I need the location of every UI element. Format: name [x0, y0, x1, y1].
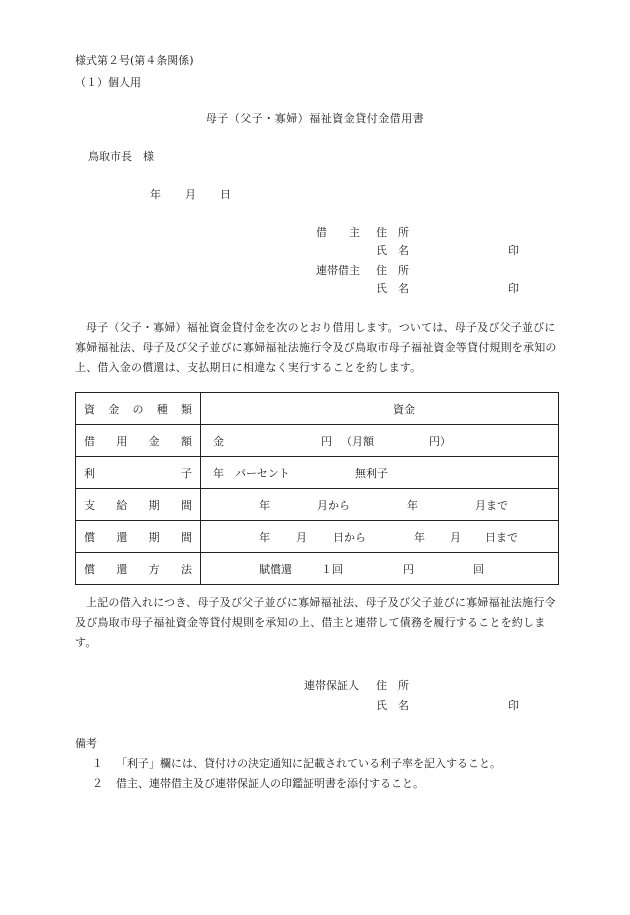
guarantor-label: 連帯保証人	[304, 679, 359, 692]
table-row	[76, 553, 559, 585]
guarantor-name-label: 氏 名	[376, 699, 409, 712]
label-chars: 資 金 の 種 類	[84, 402, 192, 416]
label-chars: 償 還 方 法	[84, 562, 192, 576]
guarantee-text: 上記の借入れにつき、母子及び父子並びに寡婦福祉法、母子及び父子並びに寡婦福祉法施行令及び鳥取市母子福祉資金等貸付規則を承知の上、借主と連帯して債務を履行することを約します。	[75, 596, 556, 649]
table-row	[76, 521, 559, 553]
note-number: ２	[92, 777, 103, 790]
joint-borrower-label: 連帯借主	[316, 264, 360, 277]
joint-borrower-seal: 印	[508, 282, 519, 295]
guarantor-seal: 印	[508, 699, 519, 712]
loan-details-table	[75, 392, 559, 585]
table-row	[76, 425, 559, 457]
repayment-method-value[interactable]: 賦償還 １回 円 回	[201, 553, 559, 585]
fund-type-value[interactable]: 資金	[201, 393, 559, 425]
date-month: 月	[185, 188, 196, 201]
form-number: 様式第２号(第４条関係)	[75, 54, 194, 67]
section-label: （１）個人用	[75, 76, 141, 89]
note-number: １	[92, 757, 103, 770]
interest-value[interactable]: 年 パーセント 無利子	[201, 457, 559, 489]
repayment-period-label	[76, 521, 201, 553]
loan-amount-value[interactable]: 金 円 （月額 円）	[201, 425, 559, 457]
joint-borrower-name-label: 氏 名	[376, 282, 409, 295]
label-chars: 償 還 期 間	[84, 530, 192, 544]
fund-type-label	[76, 393, 201, 425]
table-row	[76, 393, 559, 425]
repayment-method-label	[76, 553, 201, 585]
repayment-period-value[interactable]: 年 月 日から 年 月 日まで	[201, 521, 559, 553]
interest-label	[76, 457, 201, 489]
note-text: 借主、連帯借主及び連帯保証人の印鑑証明書を添付すること。	[116, 777, 424, 790]
date-year: 年	[150, 188, 161, 201]
label-chars: 借 用 金 額	[84, 434, 192, 448]
table-row	[76, 489, 559, 521]
loan-amount-label	[76, 425, 201, 457]
document-title: 母子（父子・寡婦）福祉資金貸付金借用書	[205, 112, 425, 125]
borrower-name-label: 氏 名	[376, 244, 409, 257]
notes-title: 備考	[75, 737, 97, 750]
payment-period-label	[76, 489, 201, 521]
guarantor-address-label: 住 所	[376, 679, 409, 692]
addressee: 鳥取市長 様	[88, 150, 154, 163]
borrower-address-label: 住 所	[376, 226, 409, 239]
joint-borrower-address-label: 住 所	[376, 264, 409, 277]
table-row	[76, 457, 559, 489]
label-chars: 支 給 期 間	[84, 498, 192, 512]
borrower-seal: 印	[508, 244, 519, 257]
date-day: 日	[220, 188, 231, 201]
label-chars: 利 子	[84, 466, 192, 480]
loan-agreement-text: 母子（父子・寡婦）福祉資金貸付金を次のとおり借用します。ついては、母子及び父子並びに寡婦福祉法、母子及び父子並びに寡婦福祉法施行令及び鳥取市母子福祉資金等貸付規則を承知の上、借入金の償還は、支払期日に相違なく実行することを約します。	[75, 321, 557, 374]
note-text: 「利子」欄には、貸付けの決定通知に記載されている利子率を記入すること。	[116, 757, 501, 770]
payment-period-value[interactable]: 年 月から 年 月まで	[201, 489, 559, 521]
borrower-label: 借 主	[316, 226, 360, 239]
